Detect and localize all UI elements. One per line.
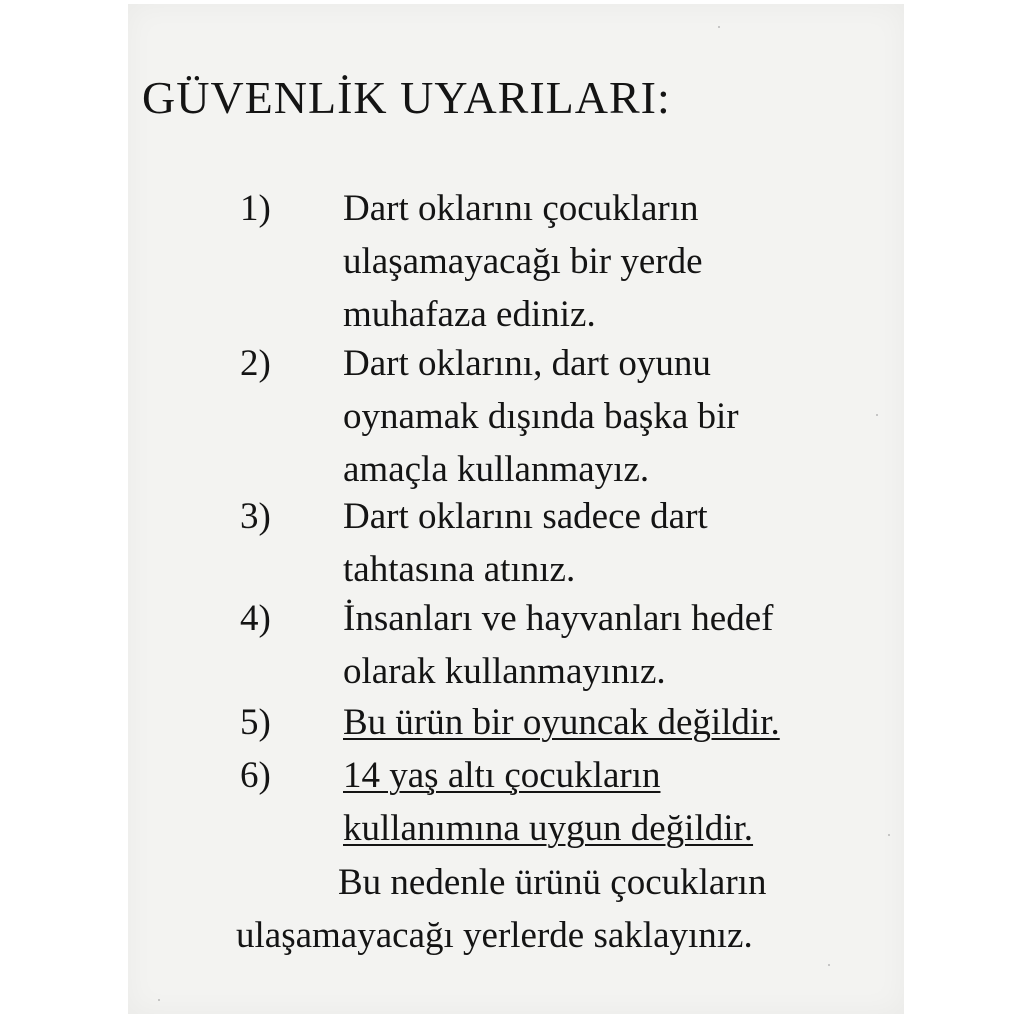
- item-line-underlined: Bu ürün bir oyuncak değildir.: [343, 702, 780, 743]
- item-number: 2): [240, 343, 271, 384]
- item-text: [343, 337, 883, 496]
- item-line: Dart oklarını, dart oyunu: [343, 343, 711, 384]
- page-title: GÜVENLİK UYARILARI:: [142, 72, 671, 123]
- item-line-underlined: kullanımına uygun değildir.: [343, 808, 754, 849]
- closing-line: Bu nedenle ürünü çocukların: [338, 862, 767, 903]
- paper-speck: [158, 999, 160, 1001]
- item-text: [343, 490, 883, 596]
- item-line-wrap: [343, 749, 883, 802]
- item-number: 4): [240, 598, 271, 639]
- item-line: olarak kullanmayınız.: [343, 651, 666, 692]
- item-line: Dart oklarını çocukların: [343, 188, 699, 229]
- paper-speck: [828, 964, 830, 966]
- paper-speck: [718, 26, 720, 28]
- item-line-underlined: 14 yaş altı çocukların: [343, 755, 661, 796]
- item-line: amaçla kullanmayız.: [343, 449, 650, 490]
- paper-speck: [888, 834, 890, 836]
- item-number: 3): [240, 496, 271, 537]
- item-text: [343, 182, 883, 341]
- item-line: oynamak dışında başka bir: [343, 396, 739, 437]
- item-line: Dart oklarını sadece dart: [343, 496, 708, 537]
- paper-speck: [876, 414, 878, 416]
- item-text: [343, 749, 883, 855]
- item-number: 6): [240, 755, 271, 796]
- item-number: 1): [240, 188, 271, 229]
- item-number: 5): [240, 702, 271, 743]
- item-text: [343, 592, 883, 698]
- warning-sheet: [128, 4, 904, 1014]
- closing-line: ulaşamayacağı yerlerde saklayınız.: [236, 915, 753, 956]
- item-line: ulaşamayacağı bir yerde: [343, 241, 703, 282]
- item-line: muhafaza ediniz.: [343, 294, 596, 335]
- item-line-wrap: [343, 802, 883, 855]
- item-line: İnsanları ve hayvanları hedef: [343, 598, 774, 639]
- item-text: [343, 696, 883, 749]
- item-line: tahtasına atınız.: [343, 549, 576, 590]
